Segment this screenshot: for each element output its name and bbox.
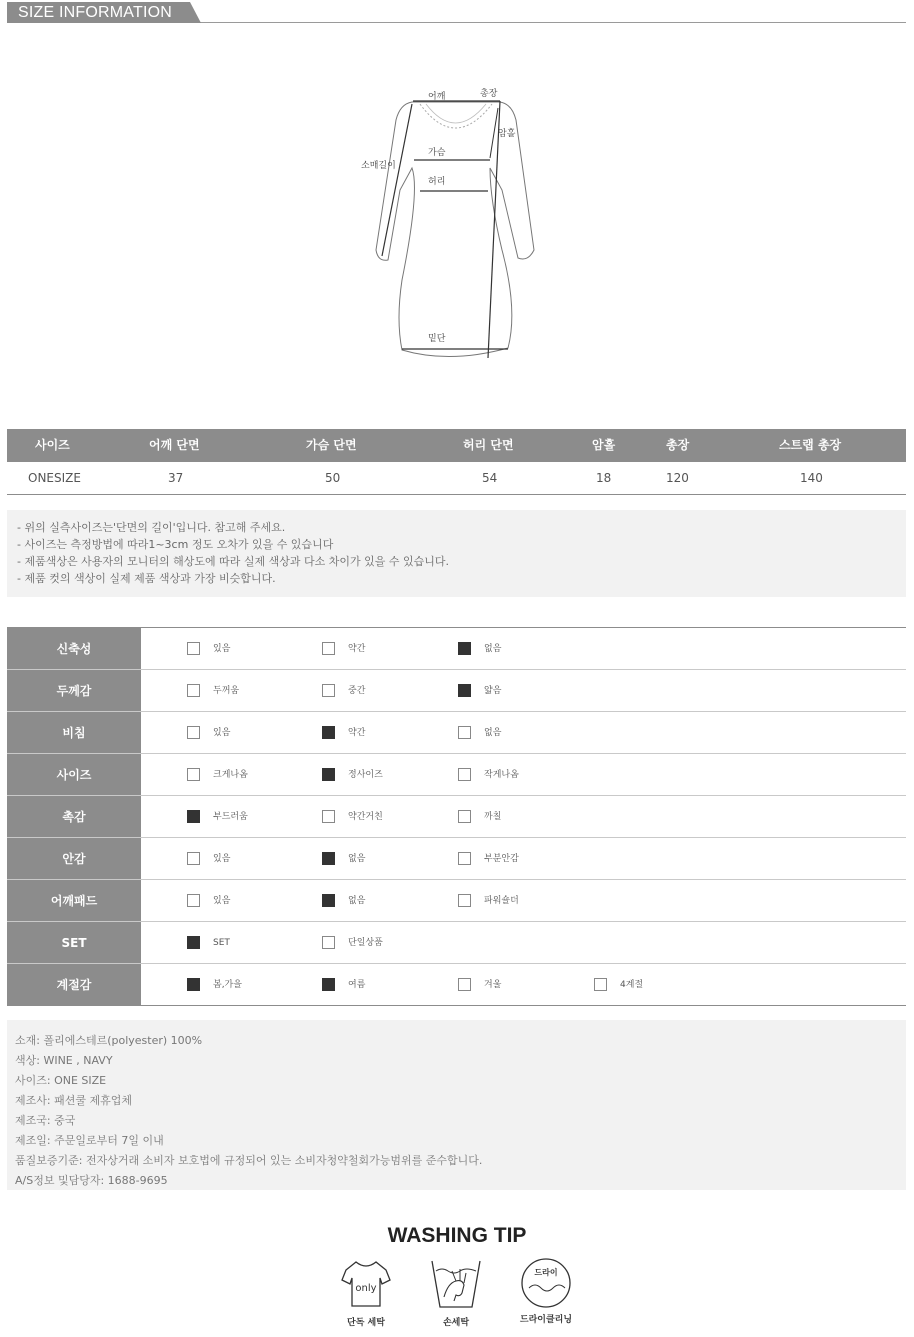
property-option-label: 까칠 — [484, 812, 502, 822]
info-country: 제조국: 중국 — [15, 1114, 76, 1127]
property-label: 계절감 — [7, 964, 141, 1005]
info-size: 사이즈: ONE SIZE — [15, 1074, 107, 1087]
header-cell: 스트랩 총장 — [779, 438, 842, 452]
label-chest: 가슴 — [428, 148, 446, 158]
header-title: SIZE INFORMATION — [18, 4, 173, 21]
header-cell: 사이즈 — [35, 438, 70, 452]
dress-measurement-diagram — [340, 80, 560, 370]
property-option-label: SET — [213, 938, 230, 948]
section-header — [7, 0, 906, 24]
note-line: - 위의 실측사이즈는'단면의 길이'입니다. 참고해 주세요. — [17, 521, 286, 534]
property-option-label: 있음 — [213, 644, 231, 654]
property-option-label: 없음 — [348, 896, 366, 906]
info-material: 소재: 폴리에스테르(polyester) 100% — [15, 1034, 203, 1047]
size-table — [7, 429, 906, 495]
property-row — [7, 712, 906, 754]
property-label: 사이즈 — [7, 754, 141, 795]
property-label: 안감 — [7, 838, 141, 879]
checked-box-icon — [187, 978, 200, 991]
property-option-label: 있음 — [213, 896, 231, 906]
washing-tip-title: WASHING TIP — [387, 1224, 527, 1247]
header-cell: 어깨 단면 — [149, 438, 200, 452]
table-cell: 120 — [666, 471, 689, 485]
property-option-label: 약간거친 — [348, 812, 383, 822]
unchecked-box-icon — [187, 726, 200, 739]
table-cell: 54 — [482, 471, 498, 485]
property-option-label: 얇음 — [484, 686, 502, 696]
property-label: SET — [7, 922, 141, 963]
property-row — [7, 796, 906, 838]
property-option-label: 여름 — [348, 980, 366, 990]
table-row — [7, 462, 906, 495]
header-cell: 암홀 — [592, 438, 616, 452]
shirt-only-icon — [340, 1258, 392, 1310]
unchecked-box-icon — [458, 894, 471, 907]
label-shoulder: 어깨 — [428, 92, 446, 102]
hand-wash-icon — [430, 1257, 482, 1311]
property-row — [7, 754, 906, 796]
unchecked-box-icon — [458, 978, 471, 991]
shirt-only-text: only — [355, 1283, 377, 1294]
size-notes — [7, 510, 906, 597]
fabric-properties-table — [7, 627, 906, 1006]
wash-label: 드라이클리닝 — [519, 1315, 573, 1325]
checked-box-icon — [322, 768, 335, 781]
property-row — [7, 964, 906, 1006]
property-option-label: 겨울 — [484, 980, 502, 990]
property-option-label: 단일상품 — [348, 938, 383, 948]
header-cell: 허리 단면 — [463, 438, 514, 452]
label-length: 총장 — [480, 89, 498, 99]
note-line: - 제품색상은 사용자의 모니터의 해상도에 따라 실제 색상과 다소 차이가 있을 수 있습니다. — [17, 555, 449, 568]
checked-box-icon — [322, 852, 335, 865]
property-option-label: 4계절 — [620, 980, 644, 990]
product-info — [7, 1020, 906, 1190]
armhole-line — [490, 108, 498, 158]
property-option-label: 봄,가을 — [213, 980, 242, 990]
label-sleeve: 소매길이 — [361, 161, 396, 171]
checked-box-icon — [322, 978, 335, 991]
checked-box-icon — [187, 936, 200, 949]
header-cell: 가슴 단면 — [306, 438, 357, 452]
property-option-label: 있음 — [213, 854, 231, 864]
property-label: 촉감 — [7, 796, 141, 837]
property-option-label: 약간 — [348, 644, 366, 654]
header-cell: 총장 — [666, 438, 690, 452]
table-cell: 37 — [168, 471, 184, 485]
info-date: 제조일: 주문일로부터 7일 이내 — [15, 1134, 164, 1147]
checked-box-icon — [458, 642, 471, 655]
dry-clean-text: 드라이 — [534, 1268, 558, 1277]
table-cell: 18 — [596, 471, 612, 485]
unchecked-box-icon — [322, 684, 335, 697]
table-cell: 140 — [800, 471, 823, 485]
unchecked-box-icon — [458, 726, 471, 739]
label-hem: 밑단 — [428, 334, 446, 344]
unchecked-box-icon — [458, 810, 471, 823]
property-row — [7, 838, 906, 880]
label-armhole: 암홀 — [498, 129, 516, 139]
table-cell: 50 — [325, 471, 341, 485]
dress-outline — [376, 102, 534, 357]
unchecked-box-icon — [322, 642, 335, 655]
info-as: A/S정보 및담당자: 1688-9695 — [15, 1174, 168, 1187]
property-option-label: 두꺼움 — [213, 686, 240, 696]
property-option-label: 파워숄더 — [484, 896, 519, 906]
info-color: 색상: WINE , NAVY — [15, 1054, 113, 1067]
property-option-label: 없음 — [348, 854, 366, 864]
unchecked-box-icon — [187, 768, 200, 781]
info-manufacturer: 제조사: 패션쿨 제휴업체 — [15, 1094, 132, 1107]
property-label: 두께감 — [7, 670, 141, 711]
table-cell: ONESIZE — [28, 471, 81, 485]
property-option-label: 약간 — [348, 728, 366, 738]
note-line: - 사이즈는 측정방법에 따라1~3cm 정도 오차가 있을 수 있습니다 — [17, 538, 334, 551]
property-option-label: 부드러움 — [213, 812, 248, 822]
unchecked-box-icon — [594, 978, 607, 991]
property-row — [7, 628, 906, 670]
property-option-label: 있음 — [213, 728, 231, 738]
unchecked-box-icon — [322, 936, 335, 949]
info-warranty: 품질보증기준: 전자상거래 소비자 보호법에 규정되어 있는 소비자청약철회가능범위를 준수합니다. — [15, 1154, 483, 1167]
unchecked-box-icon — [458, 768, 471, 781]
dry-clean-icon — [519, 1256, 573, 1310]
unchecked-box-icon — [458, 852, 471, 865]
property-option-label: 작게나옴 — [484, 770, 519, 780]
checked-box-icon — [187, 810, 200, 823]
property-option-label: 정사이즈 — [348, 770, 383, 780]
property-option-label: 없음 — [484, 644, 502, 654]
property-option-label: 중간 — [348, 686, 366, 696]
checked-box-icon — [322, 726, 335, 739]
property-option-label: 부분안감 — [484, 854, 519, 864]
unchecked-box-icon — [187, 894, 200, 907]
property-row — [7, 880, 906, 922]
neckline — [420, 104, 492, 128]
property-label: 비침 — [7, 712, 141, 753]
size-table-header — [7, 429, 906, 462]
property-row — [7, 922, 906, 964]
note-line: - 제품 컷의 색상이 실제 제품 색상과 가장 비슷합니다. — [17, 572, 276, 585]
wash-label: 손세탁 — [442, 1318, 470, 1328]
property-option-label: 크게나옴 — [213, 770, 248, 780]
property-row — [7, 670, 906, 712]
unchecked-box-icon — [187, 642, 200, 655]
unchecked-box-icon — [187, 852, 200, 865]
label-waist: 허리 — [428, 177, 446, 187]
unchecked-box-icon — [187, 684, 200, 697]
property-label: 어깨패드 — [7, 880, 141, 921]
checked-box-icon — [322, 894, 335, 907]
checked-box-icon — [458, 684, 471, 697]
length-line — [488, 101, 500, 358]
wash-label: 단독 세탁 — [347, 1318, 385, 1328]
unchecked-box-icon — [322, 810, 335, 823]
property-label: 신축성 — [7, 628, 141, 669]
property-option-label: 없음 — [484, 728, 502, 738]
